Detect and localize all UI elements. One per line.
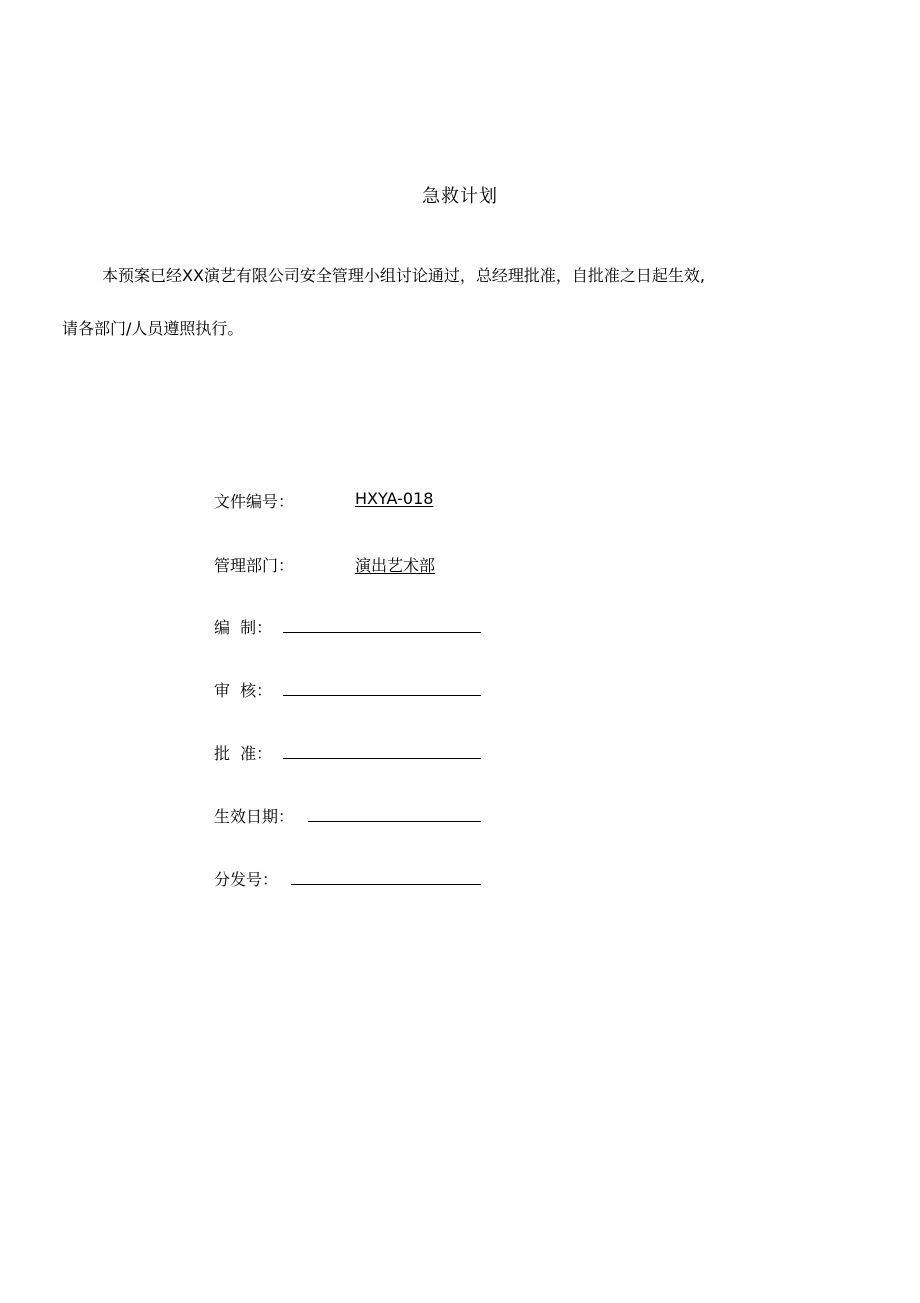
approved-by-label: 批 准：	[214, 744, 273, 763]
prepared-by-label: 编 制：	[214, 618, 273, 637]
reviewed-by-field	[214, 678, 482, 700]
doc-number-value: HXYA-018	[355, 489, 434, 508]
reviewed-by-label: 审 核：	[214, 681, 273, 700]
approved-by-blank-line[interactable]	[283, 758, 481, 759]
effective-date-blank-line[interactable]	[308, 821, 481, 822]
reviewed-by-blank-line[interactable]	[283, 695, 481, 696]
distribution-number-field	[214, 867, 482, 889]
document-title: 急救计划	[422, 186, 498, 207]
department-field	[214, 553, 474, 575]
distribution-number-label: 分发号：	[214, 870, 279, 889]
approved-by-field	[214, 741, 482, 763]
effective-date-label: 生效日期：	[214, 807, 295, 826]
prepared-by-field	[214, 615, 482, 637]
doc-number-field	[214, 489, 474, 511]
approval-statement-line-2: 请各部门/人员遵照执行。	[62, 319, 244, 338]
doc-number-label: 文件编号：	[214, 492, 295, 511]
department-label: 管理部门：	[214, 556, 295, 575]
department-value: 演出艺术部	[355, 556, 436, 575]
approval-statement-line-1: 本预案已经XX演艺有限公司安全管理小组讨论通过，总经理批准，自批准之日起生效,	[102, 266, 706, 285]
effective-date-field	[214, 804, 482, 826]
prepared-by-blank-line[interactable]	[283, 632, 481, 633]
distribution-number-blank-line[interactable]	[291, 884, 481, 885]
